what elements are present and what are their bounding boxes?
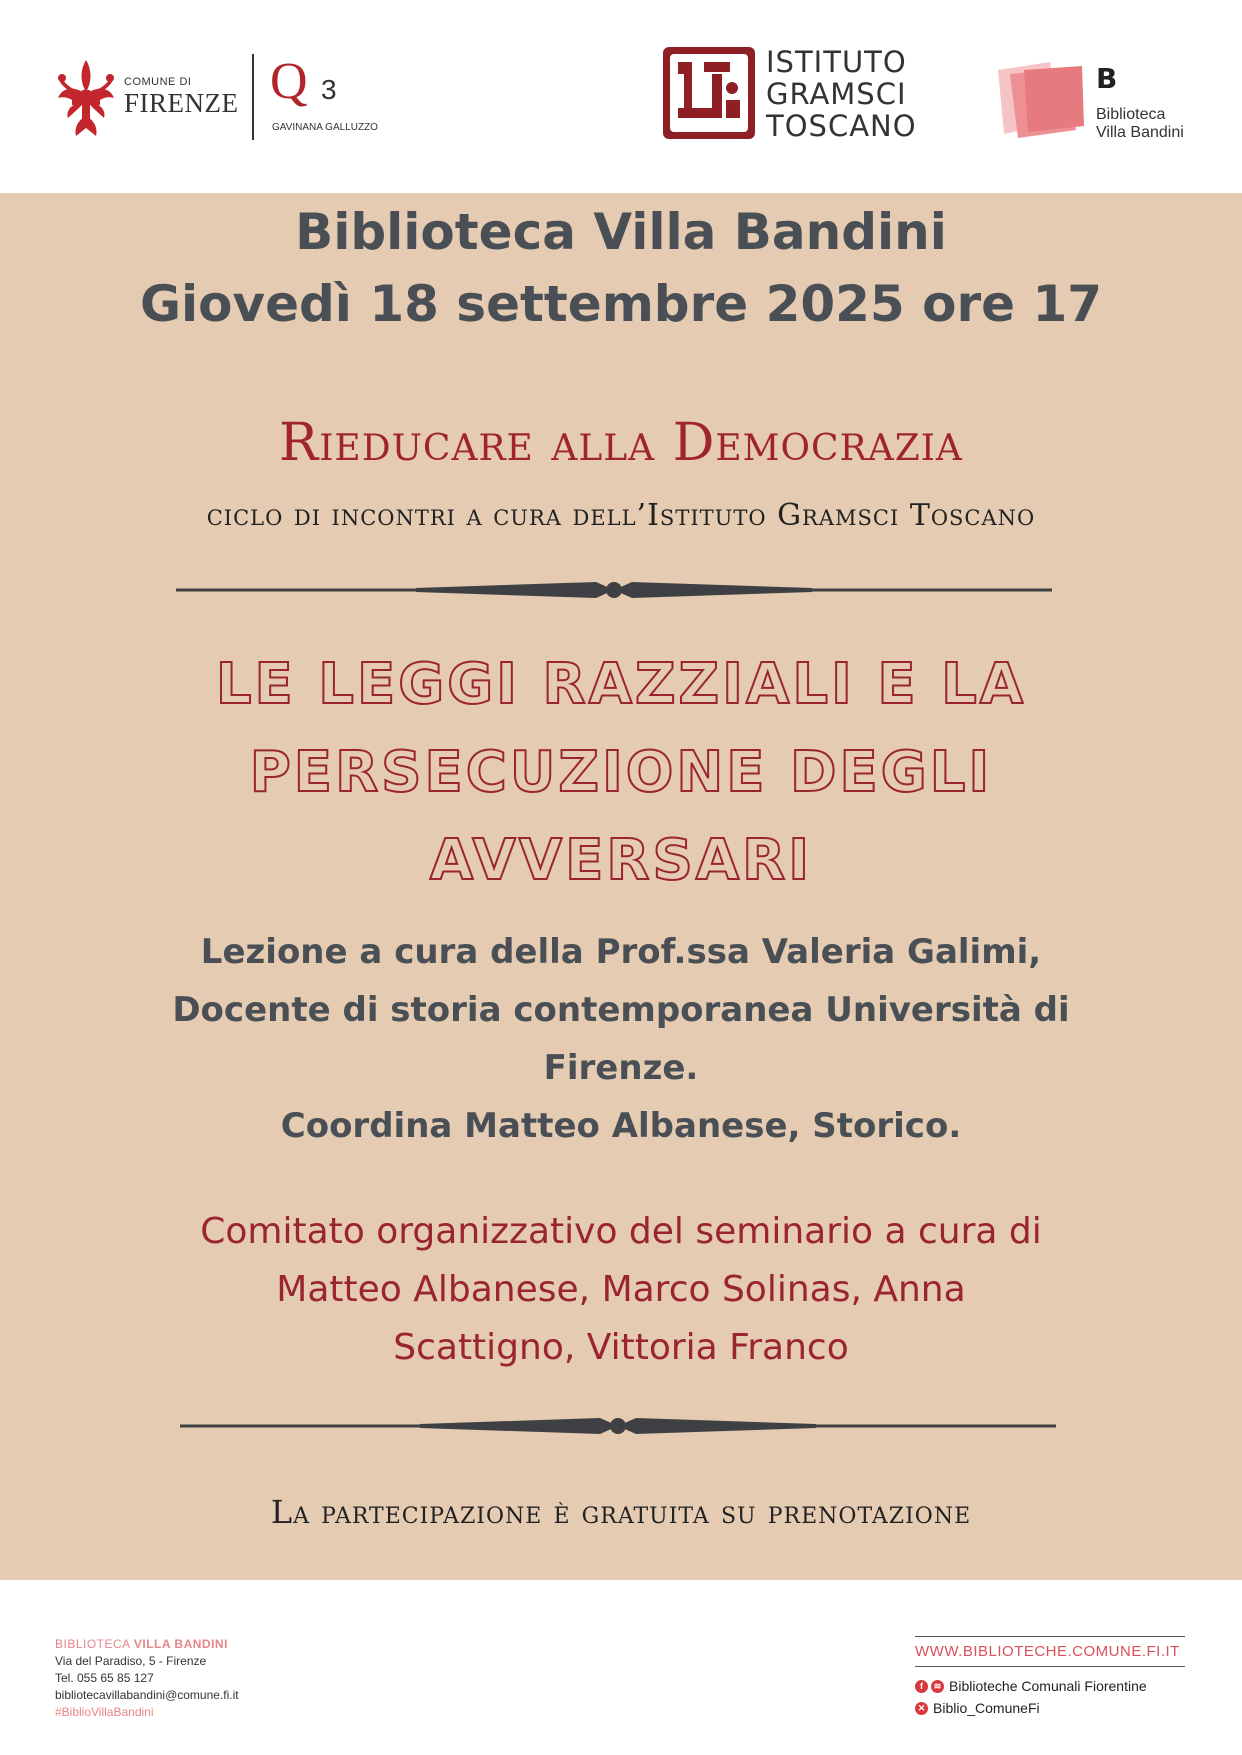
footer-email[interactable]: bibliotecavillabandini@comune.fi.it [55, 1688, 239, 1702]
footer-rule-top [915, 1636, 1185, 1637]
footer [0, 1580, 1242, 1755]
comune-label: COMUNE DI [124, 76, 192, 88]
lecturer-info [0, 923, 1242, 1155]
footer-website-link[interactable]: WWW.BIBLIOTECHE.COMUNE.FI.IT [915, 1643, 1180, 1660]
participation-note: La partecipazione è gratuita su prenotazione [270, 1493, 972, 1531]
header [0, 0, 1242, 193]
footer-library-name [55, 1636, 239, 1653]
ornament-divider-bottom [180, 1411, 1056, 1441]
logo-divider [252, 54, 254, 140]
gramsci-line-3: TOSCANO [766, 109, 917, 143]
gramsci-seal-icon [660, 44, 758, 142]
lecture-title: LE LEGGI RAZZIALI E LA PERSECUZIONE DEGLI AVVERSARI [215, 652, 1027, 893]
bandini-line-1: Biblioteca [1096, 106, 1166, 123]
footer-address: Via del Paradiso, 5 - Firenze [55, 1654, 207, 1668]
quartiere-glyph: Q [270, 53, 308, 110]
footer-links [915, 1636, 1185, 1719]
bandini-letter: B [1096, 62, 1118, 95]
gramsci-line-1: ISTITUTO [766, 45, 907, 79]
facebook-icon: f [915, 1680, 928, 1693]
lecturer-line-3: Coordina Matteo Albanese, Storico. [280, 1106, 962, 1146]
lecturer-line-1: Lezione a cura della Prof.ssa Valeria Galimi, [200, 932, 1042, 972]
committee-info: Comitato organizzativo del seminario a cura di Matteo Albanese, Marco Solinas, Anna Scattigno, Vittoria Franco [200, 1211, 1042, 1368]
gramsci-line-2: GRAMSCI [766, 77, 907, 111]
series-subtitle: ciclo di incontri a cura dell’Istituto Gramsci Toscano [206, 498, 1036, 533]
footer-rule-bottom [915, 1666, 1185, 1667]
spotify-icon: ≋ [931, 1680, 944, 1693]
event-datetime: Giovedì 18 settembre 2025 ore 17 [139, 275, 1103, 333]
lecturer-line-2: Docente di storia contemporanea Università di Firenze. [172, 990, 1070, 1088]
event-venue: Biblioteca Villa Bandini [295, 203, 947, 261]
footer-hashtag: #BiblioVillaBandini [55, 1705, 154, 1719]
footer-library-prefix: BIBLIOTECA [55, 1637, 134, 1651]
series-title: Rieducare alla Democrazia [279, 413, 963, 473]
event-panel [0, 193, 1242, 1580]
library-contacts [55, 1636, 239, 1721]
florence-lily-icon [52, 56, 120, 138]
social-facebook-row[interactable] [915, 1675, 1185, 1697]
footer-library-bold: VILLA BANDINI [133, 1637, 228, 1651]
ornament-divider-top [176, 575, 1052, 605]
quartiere-number: 3 [321, 74, 337, 105]
footer-phone: Tel. 055 65 85 127 [55, 1671, 154, 1685]
social-x-label: Biblio_ComuneFi [933, 1700, 1040, 1716]
istituto-gramsci-logo [660, 44, 920, 144]
bandini-line-2: Villa Bandini [1096, 124, 1184, 141]
social-x-row[interactable] [915, 1697, 1185, 1719]
bandini-book-icon [990, 60, 1086, 142]
biblioteca-bandini-logo [990, 60, 1210, 150]
comune-firenze-logo [52, 52, 382, 142]
quartiere-subtitle: GAVINANA GALLUZZO [272, 122, 378, 133]
firenze-label: FIRENZE [124, 88, 239, 118]
x-icon: ✕ [915, 1702, 928, 1715]
social-facebook-label: Biblioteche Comunali Fiorentine [949, 1678, 1147, 1694]
